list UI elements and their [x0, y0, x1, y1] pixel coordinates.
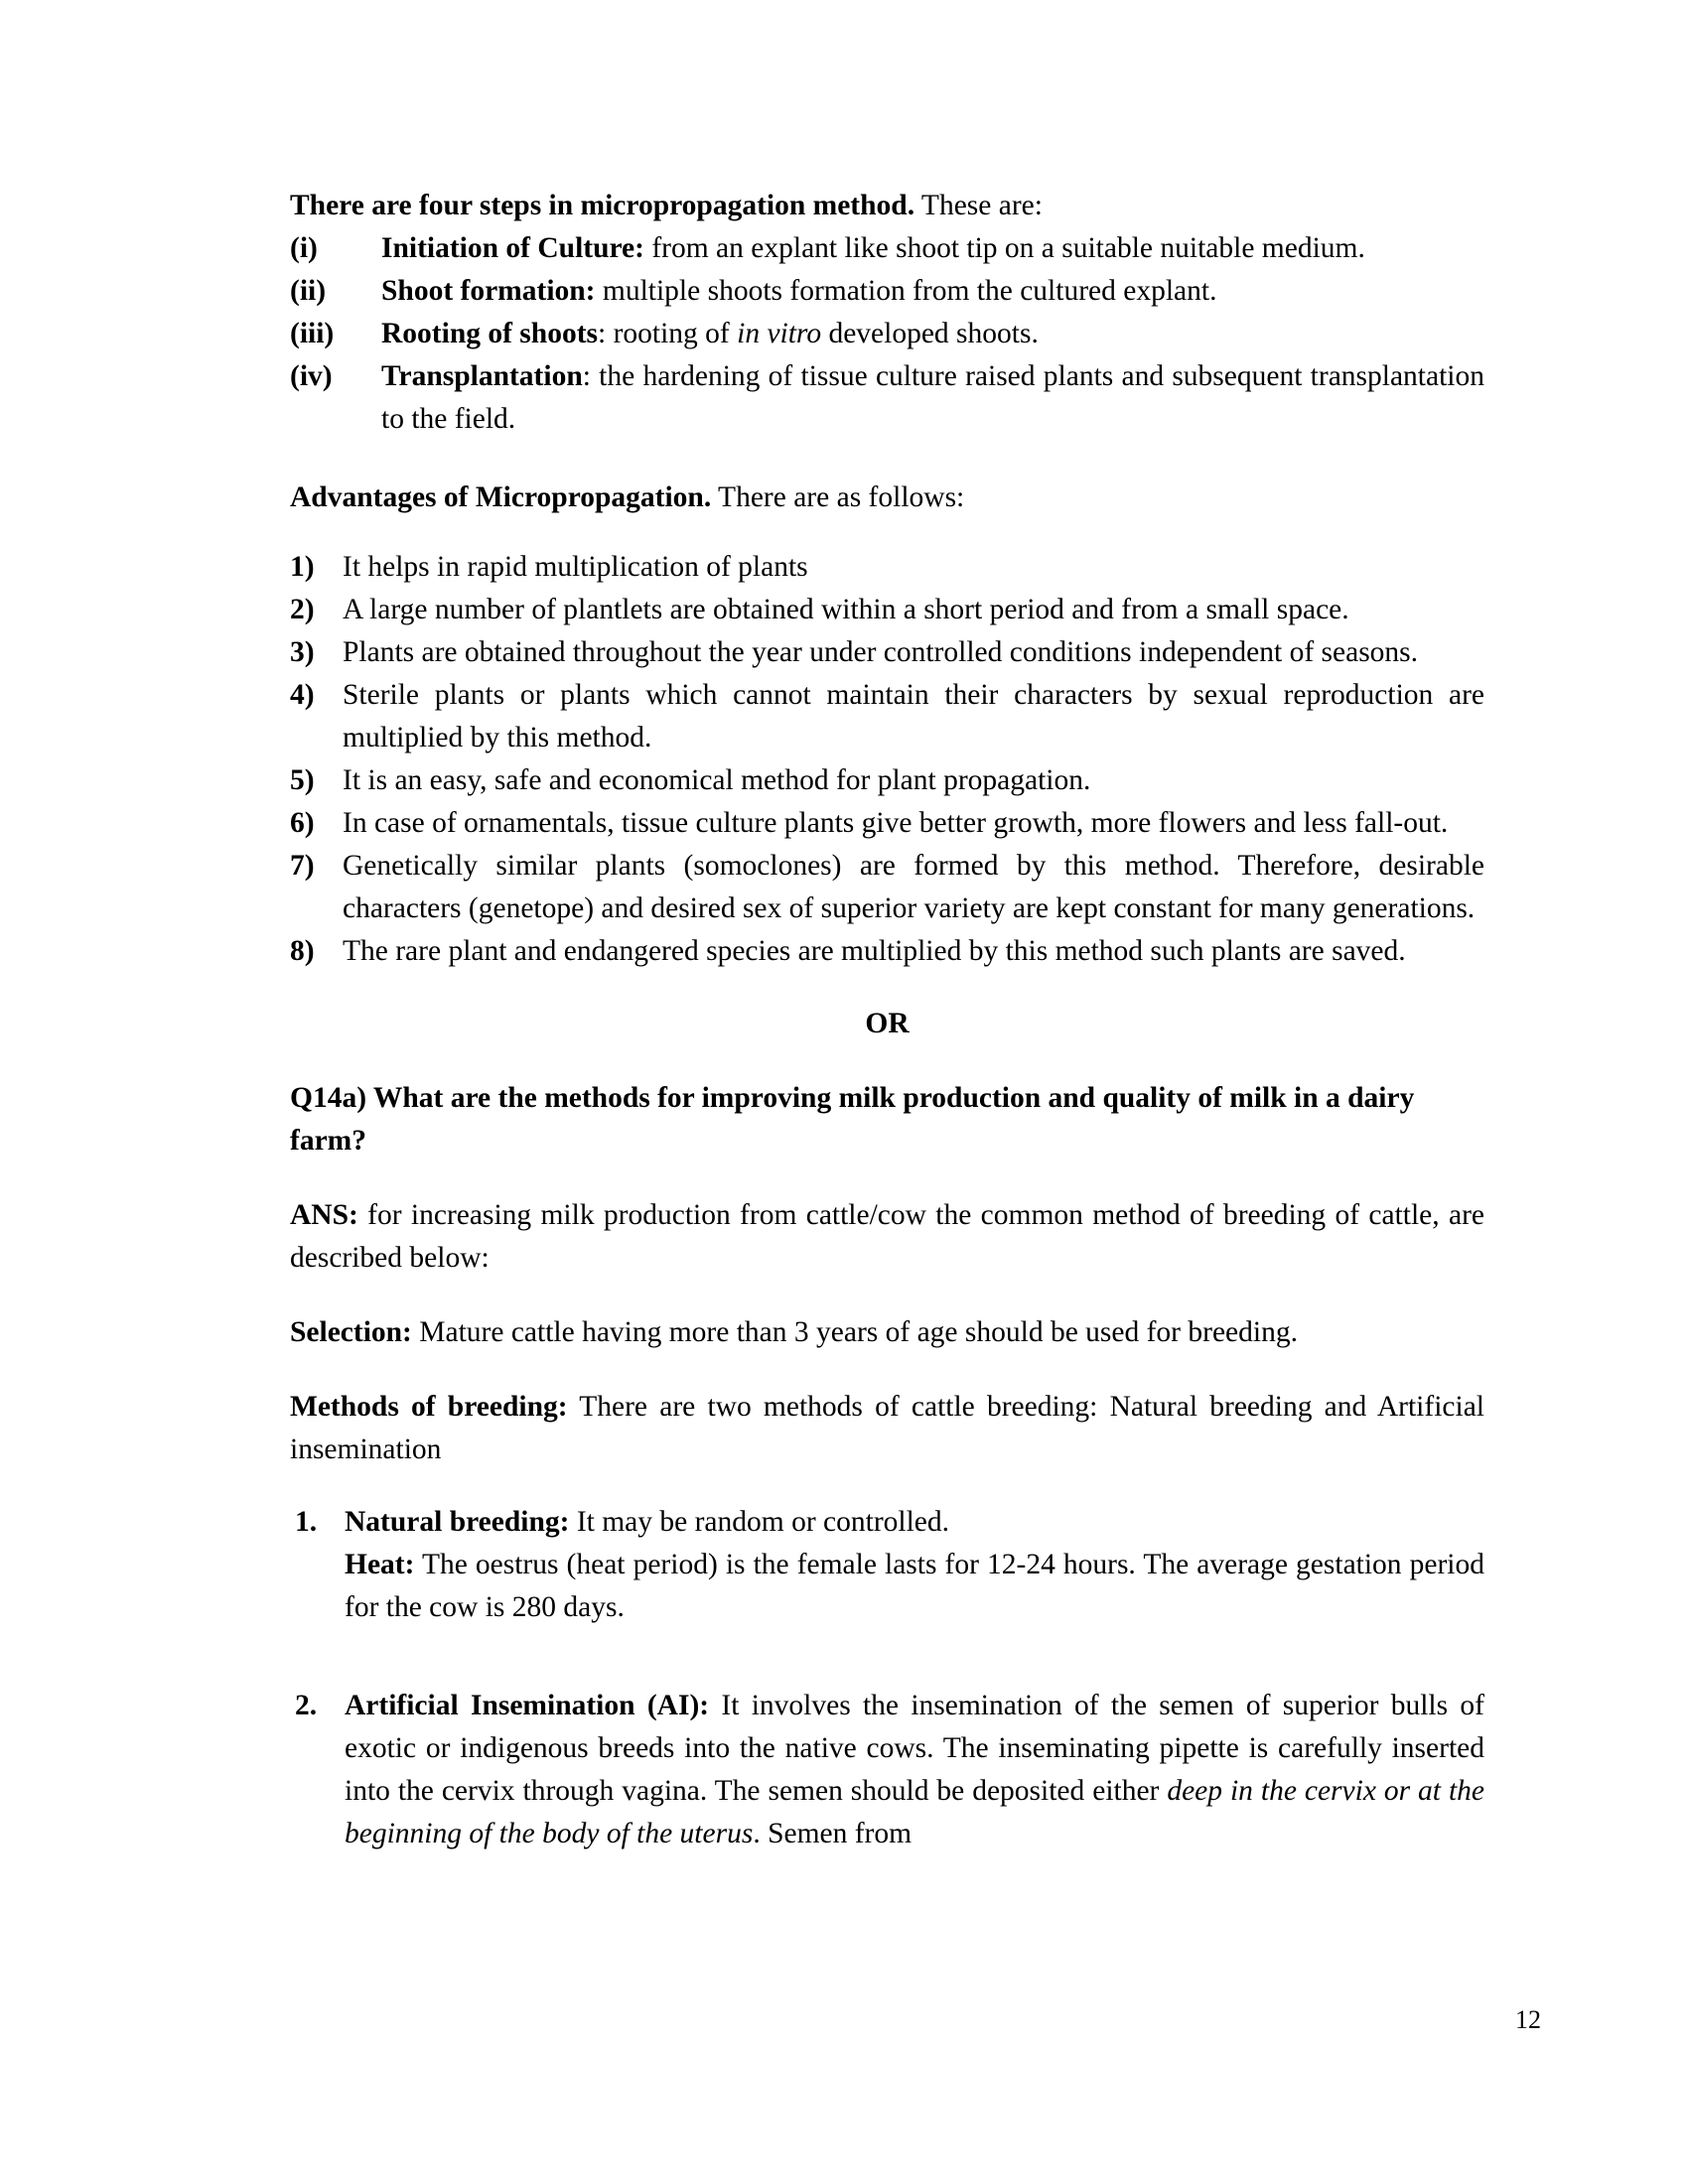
methods-bold-lead: Methods of breeding: — [290, 1391, 568, 1423]
list-marker: 3) — [290, 636, 315, 668]
breeding-methods-list — [290, 1501, 1484, 1855]
method-bold-lead: Natural breeding: — [345, 1506, 570, 1538]
step-bold-lead: Transplantation — [381, 360, 583, 392]
list-marker: 1) — [290, 551, 315, 583]
method-sub-block — [345, 1544, 1484, 1629]
list-item — [290, 802, 1484, 845]
answer-paragraph — [290, 1194, 1484, 1280]
list-item-text: In case of ornamentals, tissue culture plants give better growth, more flowers and less fall-out. — [343, 807, 1449, 839]
advantages-list — [290, 546, 1484, 973]
list-item — [290, 227, 1484, 270]
or-divider: OR — [865, 1008, 910, 1039]
list-item — [290, 930, 1484, 973]
method-text-before-italic: It involves the insemination of the semen of superior bulls of exotic or indigenous breeds into the native cows. The inseminating pipette is carefully inserted into the cervix through vagina. The semen should be deposited either — [345, 1690, 1484, 1807]
step-text: multiple shoots formation from the cultured explant. — [595, 275, 1217, 307]
methods-of-breeding-paragraph — [290, 1386, 1484, 1471]
advantages-heading-rest: There are as follows: — [711, 481, 965, 513]
intro-bold-lead: There are four steps in micropropagation method. — [290, 190, 915, 221]
step-bold-lead: Rooting of shoots — [381, 318, 598, 349]
list-item — [290, 355, 1484, 441]
list-item — [290, 589, 1484, 631]
advantages-heading — [290, 477, 1484, 519]
list-item — [290, 546, 1484, 589]
list-marker: 2. — [295, 1690, 318, 1721]
list-marker: 4) — [290, 679, 315, 711]
list-item-text: It is an easy, safe and economical method for plant propagation. — [343, 764, 1091, 796]
list-item — [290, 631, 1484, 674]
selection-paragraph — [290, 1311, 1484, 1354]
list-marker: 6) — [290, 807, 315, 839]
list-marker: 8) — [290, 935, 315, 967]
list-marker: (ii) — [290, 275, 327, 307]
list-item — [290, 313, 1484, 355]
step-italic-term: in vitro — [737, 318, 822, 349]
list-marker: (iv) — [290, 360, 333, 392]
heat-bold-lead: Heat: — [345, 1549, 415, 1580]
list-marker: (i) — [290, 232, 318, 264]
step-text: from an explant like shoot tip on a suitable nuitable medium. — [643, 232, 1365, 264]
intro-paragraph — [290, 185, 1484, 227]
list-item — [290, 270, 1484, 313]
method-text: It may be random or controlled. — [569, 1506, 950, 1538]
methods-text: There are two methods of cattle breeding: Natural breeding and Artificial insemination — [290, 1391, 1484, 1465]
advantages-bold-lead: Advantages of Micropropagation. — [290, 481, 712, 513]
step-bold-lead: Initiation of Culture: — [381, 232, 644, 264]
answer-bold-lead: ANS: — [290, 1199, 358, 1231]
heat-text: The oestrus (heat period) is the female lasts for 12-24 hours. The average gestation period for the cow is 280 days. — [345, 1549, 1484, 1623]
intro-rest: These are: — [914, 190, 1043, 221]
list-marker: 2) — [290, 594, 315, 625]
list-item — [290, 845, 1484, 930]
page-number: 12 — [1515, 2005, 1541, 2034]
list-item — [290, 674, 1484, 759]
list-item-text: Plants are obtained throughout the year under controlled conditions independent of seasons. — [343, 636, 1419, 668]
selection-text: Mature cattle having more than 3 years of age should be used for breeding. — [411, 1316, 1298, 1348]
micropropagation-steps-list — [290, 227, 1484, 441]
list-item — [290, 1685, 1484, 1855]
list-marker: 1. — [295, 1506, 318, 1538]
list-marker: 7) — [290, 850, 315, 882]
step-bold-lead: Shoot formation: — [381, 275, 596, 307]
list-item-text: It helps in rapid multiplication of plants — [343, 551, 808, 583]
answer-text: for increasing milk production from cattle/cow the common method of breeding of cattle, are described below: — [290, 1199, 1484, 1274]
list-item-text: Genetically similar plants (somoclones) are formed by this method. Therefore, desirable characters (genetope) and desired sex of superior variety are kept constant for many generations. — [343, 850, 1484, 924]
list-item-text: A large number of plantlets are obtained within a short period and from a small space. — [343, 594, 1349, 625]
step-text-after-italic: developed shoots. — [821, 318, 1039, 349]
list-item — [290, 1501, 1484, 1629]
method-bold-lead: Artificial Insemination (AI): — [345, 1690, 710, 1721]
page-content — [290, 185, 1484, 1855]
list-marker: 5) — [290, 764, 315, 796]
selection-bold-lead: Selection: — [290, 1316, 412, 1348]
step-text: : the hardening of tissue culture raised plants and subsequent transplantation to the field. — [381, 360, 1484, 435]
step-text-before-italic: : rooting of — [598, 318, 738, 349]
method-text-after-italic: . Semen from — [753, 1818, 913, 1849]
list-marker: (iii) — [290, 318, 335, 349]
question-heading: Q14a) What are the methods for improving milk production and quality of milk in a dairy farm? — [290, 1082, 1415, 1157]
method-italic-phrase: deep in the cervix or at the beginning of the body of the uterus — [345, 1775, 1484, 1849]
list-item-text: The rare plant and endangered species are multiplied by this method such plants are saved. — [343, 935, 1406, 967]
list-item — [290, 759, 1484, 802]
list-item-text: Sterile plants or plants which cannot maintain their characters by sexual reproduction are multiplied by this method. — [343, 679, 1484, 753]
